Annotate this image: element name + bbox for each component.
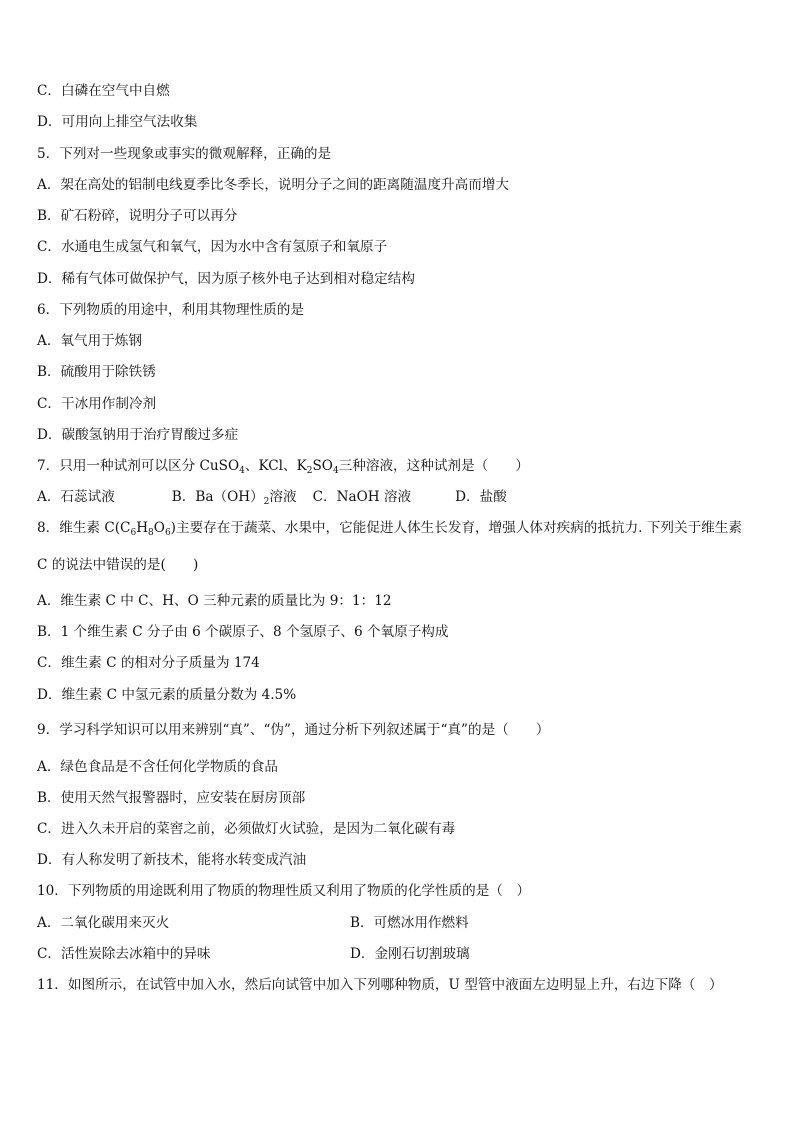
question-10-option-d: D．金刚石切割玻璃	[350, 946, 470, 962]
question-6-option-b: B．硫酸用于除铁锈	[37, 364, 156, 380]
question-5-option-d: D．稀有气体可做保护气，因为原子核外电子达到相对稳定结构	[37, 271, 415, 287]
question-9-option-c: C．进入久未开启的菜窖之前，必须做灯火试验，是因为二氧化碳有毒	[37, 821, 456, 837]
question-8-text-c: O	[153, 520, 165, 536]
question-9: 9．学习科学知识可以用来辨别“真”、“伪”，通过分析下列叙述属于“真”的是（ ）	[37, 722, 550, 738]
question-7-option-d: D．盐酸	[455, 489, 507, 505]
question-6: 6．下列物质的用途中，利用其物理性质的是	[37, 302, 304, 318]
question-7-text-a: 7．只用一种试剂可以区分 CuSO	[37, 458, 240, 474]
question-7-option-c: C．NaOH 溶液	[312, 489, 412, 505]
question-6-option-c: C．干冰用作制冷剂	[37, 396, 157, 412]
option-c-white-phosphorus: C．白磷在空气中自燃	[37, 83, 170, 99]
question-7-option-a: A．石蕊试液	[37, 489, 115, 505]
question-8-option-d: D．维生素 C 中氢元素的质量分数为 4.5%	[37, 687, 297, 703]
question-10: 10．下列物质的用途既利用了物质的物理性质又利用了物质的化学性质的是（ ）	[37, 883, 531, 899]
question-8-text-d: )主要存在于蔬菜、水果中，它能促进人体生长发育，增强人体对疾病的抵抗力. 下列关于维生素	[170, 520, 742, 536]
question-9-option-a: A．绿色食品是不含任何化学物质的食品	[37, 759, 278, 775]
question-8-text-a: 8．维生素 C(C	[37, 520, 131, 536]
question-7-text-b: 、KCl、K	[244, 458, 307, 474]
question-9-option-d: D．有人称发明了新技术，能将水转变成汽油	[37, 852, 307, 868]
question-11: 11．如图所示，在试管中加入水，然后向试管中加入下列哪种物质，U 型管中液面左边明显上升，右边下降（ ）	[37, 977, 723, 993]
question-8-option-b: B．1 个维生素 C 分子由 6 个碳原子、8 个氢原子、6 个氧原子构成	[37, 624, 449, 640]
question-6-option-a: A．氧气用于炼钢	[37, 333, 142, 349]
subscript: 6	[130, 528, 137, 538]
question-7-options	[37, 487, 507, 507]
question-10-option-b: B．可燃冰用作燃料	[350, 915, 469, 931]
question-8	[37, 518, 742, 538]
question-10-option-a: A．二氧化碳用来灭火	[37, 915, 170, 931]
question-8-text-b: H	[136, 520, 149, 536]
question-7	[37, 456, 529, 476]
question-8-option-a: A．维生素 C 中 C、H、O 三种元素的质量比为 9：1：12	[37, 593, 392, 609]
option-d-upward-air-collection: D．可用向上排空气法收集	[37, 114, 198, 130]
question-6-option-d: D．碳酸氢钠用于治疗胃酸过多症	[37, 427, 239, 443]
question-10-options-row-2	[37, 944, 470, 964]
subscript: 8	[148, 528, 154, 538]
question-5-option-c: C．水通电生成氢气和氧气，因为水中含有氢原子和氧原子	[37, 239, 388, 255]
question-10-options-row-1	[37, 913, 469, 933]
question-8-continued: C 的说法中错误的是( )	[37, 557, 199, 573]
subscript: 4	[239, 466, 245, 476]
question-5: 5．下列对一些现象或事实的微观解释，正确的是	[37, 146, 332, 162]
subscript: 6	[164, 528, 171, 538]
question-7-text-c: SO	[312, 458, 333, 474]
question-5-option-b: B．矿石粉碎，说明分子可以再分	[37, 208, 238, 224]
option-b-text-suffix: 溶液	[269, 489, 297, 505]
question-7-option-b	[172, 489, 297, 505]
subscript: 4	[332, 466, 339, 476]
question-7-text-d: 三种溶液，这种试剂是（ ）	[338, 458, 529, 474]
subscript: 2	[263, 497, 270, 507]
question-9-option-b: B．使用天然气报警器时，应安装在厨房顶部	[37, 790, 306, 806]
question-8-option-c: C．维生素 C 的相对分子质量为 174	[37, 655, 260, 671]
subscript: 2	[306, 466, 313, 476]
question-10-option-c: C．活性炭除去冰箱中的异味	[37, 946, 211, 962]
question-5-option-a: A．架在高处的铝制电线夏季比冬季长，说明分子之间的距离随温度升高而增大	[37, 177, 510, 193]
option-b-text: B．Ba（OH）	[171, 489, 264, 505]
